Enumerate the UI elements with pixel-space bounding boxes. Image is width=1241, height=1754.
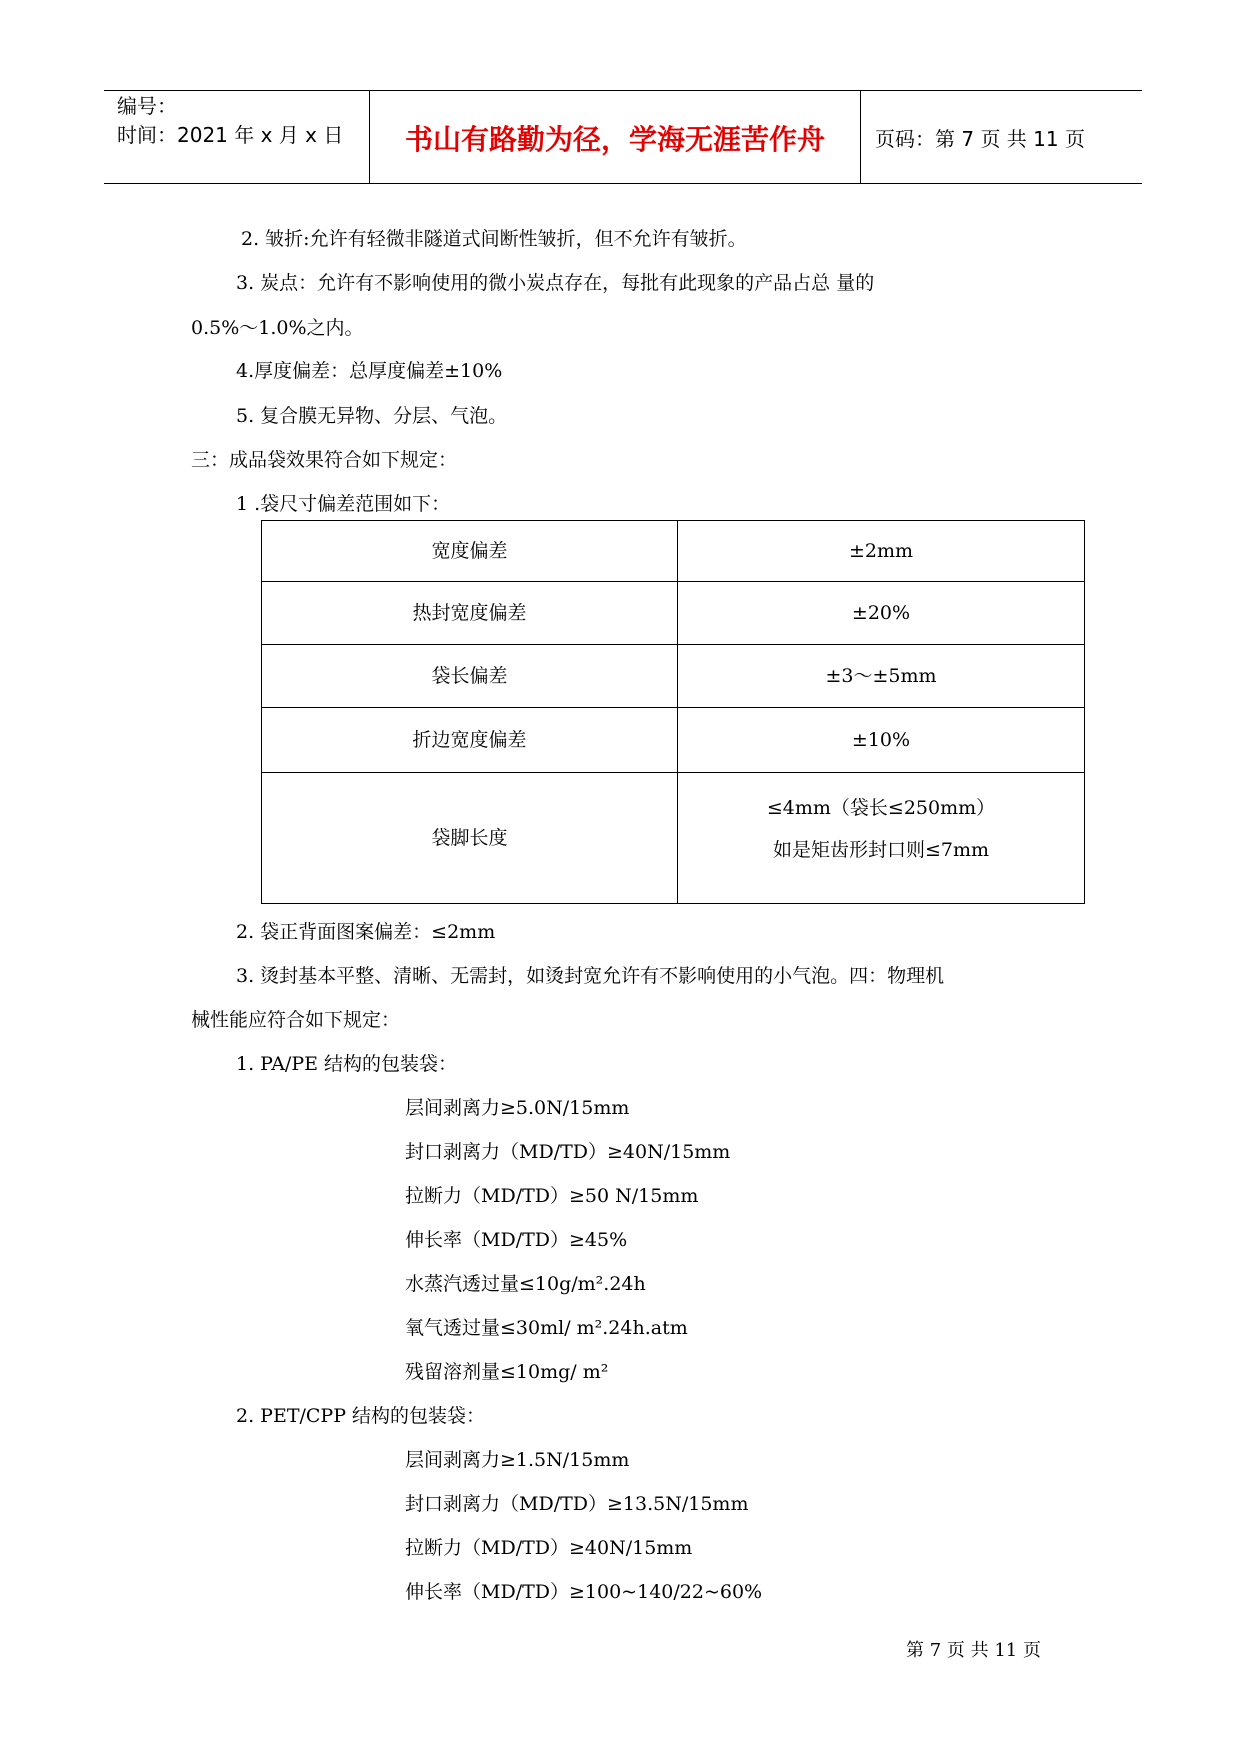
table-cell-value (678, 773, 1085, 904)
paragraph-composite: 5. 复合膜无异物、分层、气泡。 (236, 405, 508, 427)
section-3-title: 三：成品袋效果符合如下规定： (191, 449, 458, 471)
header-meta (117, 92, 343, 150)
header-number-label: 编号： (117, 94, 177, 118)
pa-pe-title: 1. PA/PE 结构的包装袋： (236, 1053, 458, 1075)
table-cell-name: 宽度偏差 (262, 521, 678, 582)
size-tolerance-table (261, 520, 1085, 904)
table-cell-name: 折边宽度偏差 (262, 708, 678, 773)
section-3-item-2: 2. 袋正背面图案偏差：≤2mm (236, 921, 496, 943)
pa-spec-item: 层间剥离力≥5.0N/15mm (405, 1097, 630, 1119)
footer-page-number: 第 7 页 共 11 页 (906, 1640, 1041, 1661)
header-time-label: 时间：2021 年 x 月 x 日 (117, 123, 344, 147)
pet-spec-item: 伸长率（MD/TD）≥100~140/22~60% (405, 1581, 763, 1603)
table-cell-name: 袋长偏差 (262, 645, 678, 708)
table-row (262, 708, 1085, 773)
table-cell-value: ±20% (678, 582, 1085, 645)
table-row (262, 773, 1085, 904)
pa-spec-item: 残留溶剂量≤10mg/ m² (405, 1361, 609, 1383)
table-cell-name: 热封宽度偏差 (262, 582, 678, 645)
pet-spec-item: 拉断力（MD/TD）≥40N/15mm (405, 1537, 693, 1559)
header-bottom-rule (104, 183, 1142, 184)
pet-cpp-title: 2. PET/CPP 结构的包装袋： (236, 1405, 486, 1427)
paragraph-carbon-line1: 3. 炭点：允许有不影响使用的微小炭点存在，每批有此现象的产品占总 量的 (236, 272, 875, 294)
paragraph-thickness: 4.厚度偏差：总厚度偏差±10% (236, 360, 503, 382)
section-3-item-1: 1 .袋尺寸偏差范围如下： (236, 493, 451, 515)
paragraph-carbon-line2: 0.5%～1.0%之内。 (191, 317, 364, 339)
table-row (262, 645, 1085, 708)
header-motto: 书山有路勤为径，学海无涯苦作舟 (404, 123, 825, 156)
table-cell-value-line2: 如是矩齿形封口则≤7mm (772, 839, 990, 861)
pa-spec-item: 封口剥离力（MD/TD）≥40N/15mm (405, 1141, 731, 1163)
pa-spec-item: 拉断力（MD/TD）≥50 N/15mm (405, 1185, 699, 1207)
pa-spec-item: 水蒸汽透过量≤10g/m².24h (405, 1273, 646, 1295)
paragraph-wrinkle: 2. 皱折:允许有轻微非隧道式间断性皱折，但不允许有皱折。 (241, 228, 747, 250)
table-cell-value: ±2mm (678, 521, 1085, 582)
table-cell-value-line1: ≤4mm（袋长≤250mm） (766, 797, 996, 819)
table-cell-value: ±10% (678, 708, 1085, 773)
header-top-rule (104, 90, 1142, 91)
pet-spec-item: 层间剥离力≥1.5N/15mm (405, 1449, 630, 1471)
pa-spec-item: 伸长率（MD/TD）≥45% (405, 1229, 628, 1251)
table-cell-name: 袋脚长度 (262, 773, 678, 904)
table-row (262, 521, 1085, 582)
header-page-label: 页码：第 7 页 共 11 页 (875, 127, 1085, 151)
section-3-item-3-line1: 3. 烫封基本平整、清晰、无需封，如烫封宽允许有不影响使用的小气泡。四：物理机 (236, 965, 945, 987)
pa-spec-item: 氧气透过量≤30ml/ m².24h.atm (405, 1317, 688, 1339)
section-3-item-3-line2: 械性能应符合如下规定： (191, 1009, 401, 1031)
table-row (262, 582, 1085, 645)
pet-spec-item: 封口剥离力（MD/TD）≥13.5N/15mm (405, 1493, 749, 1515)
table-cell-value: ±3～±5mm (678, 645, 1085, 708)
header-divider-right (860, 90, 861, 184)
